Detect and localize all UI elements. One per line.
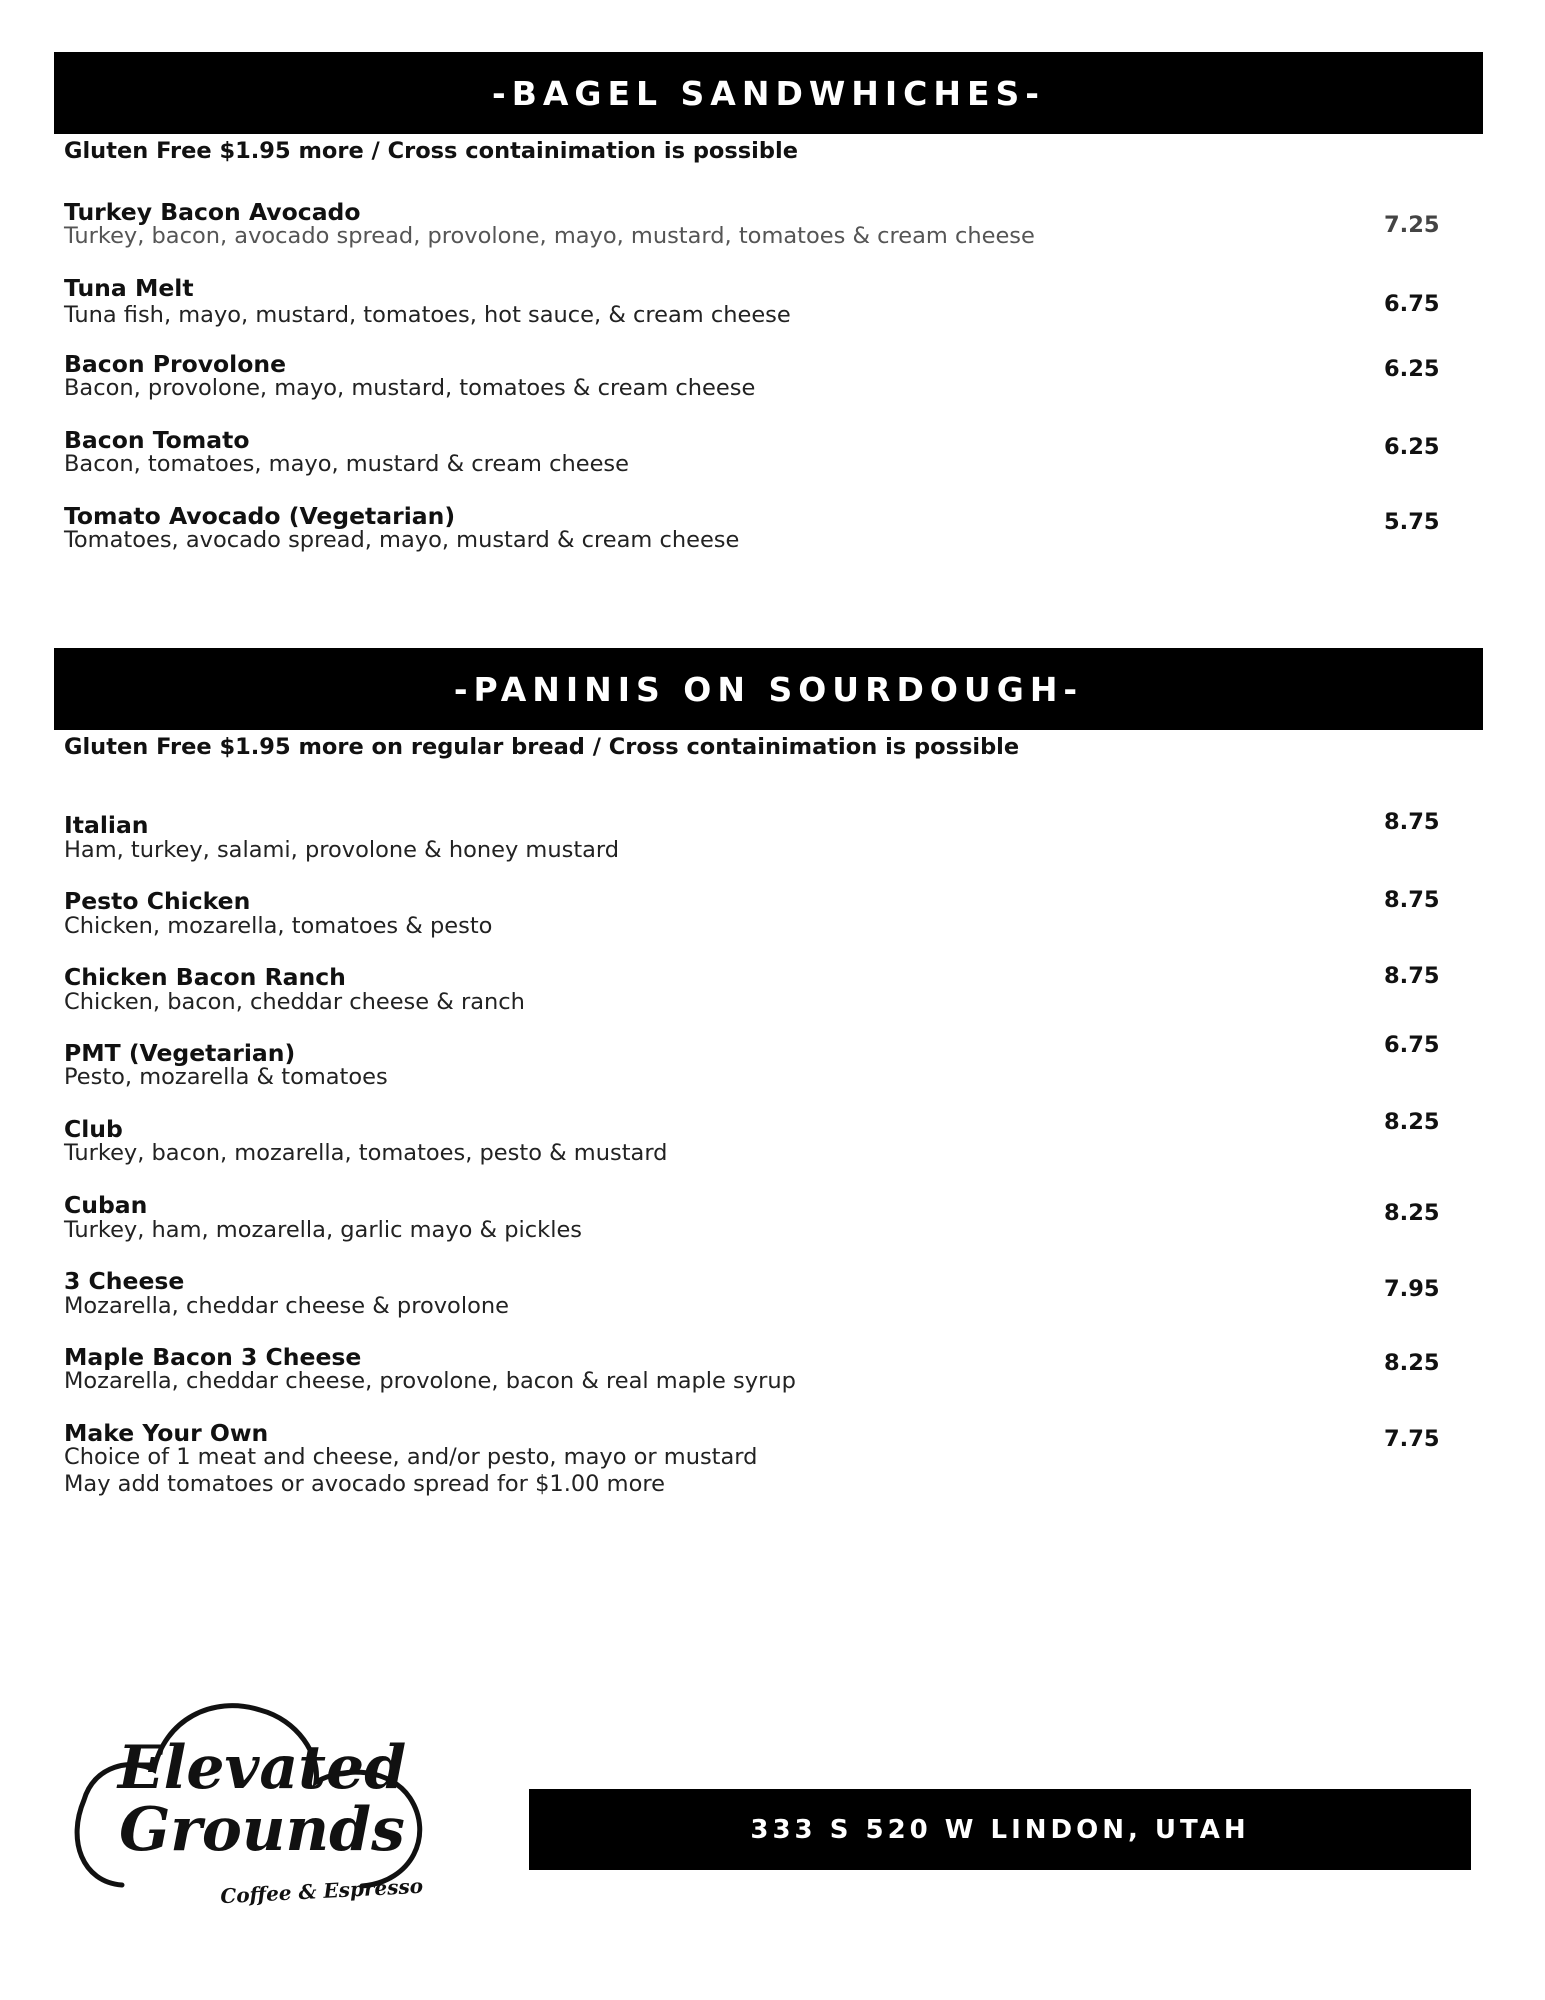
item-description: Pesto, mozarella & tomatoes: [64, 1064, 388, 1090]
menu-item: [64, 350, 1444, 420]
menu-item: [64, 1267, 1444, 1337]
item-price: 8.75: [1384, 963, 1440, 989]
item-description: Turkey, ham, mozarella, garlic mayo & pickles: [64, 1217, 583, 1243]
item-name: Italian: [64, 811, 149, 839]
menu-item: [64, 1343, 1444, 1413]
item-price: 8.75: [1384, 809, 1440, 835]
item-description: Turkey, bacon, avocado spread, provolone, mayo, mustard, tomatoes & cream cheese: [64, 223, 1035, 249]
item-description-extra: May add tomatoes or avocado spread for $1.00 more: [64, 1471, 665, 1497]
menu-item: [64, 1191, 1444, 1261]
item-price: 8.75: [1384, 887, 1440, 913]
item-name: Make Your Own: [64, 1419, 269, 1447]
menu-item: [64, 887, 1444, 957]
item-price: 8.25: [1384, 1109, 1440, 1135]
menu-item: [64, 426, 1444, 496]
item-description: Mozarella, cheddar cheese & provolone: [64, 1293, 509, 1319]
item-price: 6.25: [1384, 434, 1440, 460]
item-price: 5.75: [1384, 509, 1440, 535]
item-name: Bacon Tomato: [64, 426, 250, 454]
panini-gluten-free-note: Gluten Free $1.95 more on regular bread / Cross containimation is possible: [64, 734, 1020, 760]
item-name: Tomato Avocado (Vegetarian): [64, 502, 456, 530]
item-description: Tomatoes, avocado spread, mayo, mustard & cream cheese: [64, 527, 740, 553]
item-name: Turkey Bacon Avocado: [64, 198, 361, 226]
item-name: Cuban: [64, 1191, 148, 1219]
item-description: Chicken, mozarella, tomatoes & pesto: [64, 913, 493, 939]
bagel-section-banner: [54, 52, 1483, 134]
item-description: Mozarella, cheddar cheese, provolone, bacon & real maple syrup: [64, 1368, 796, 1394]
item-description: Tuna fish, mayo, mustard, tomatoes, hot sauce, & cream cheese: [64, 302, 791, 328]
item-name: 3 Cheese: [64, 1267, 185, 1295]
item-price: 6.75: [1384, 1032, 1440, 1058]
elevated-grounds-logo: [62, 1670, 462, 1920]
menu-item: [64, 502, 1444, 572]
item-description: Ham, turkey, salami, provolone & honey mustard: [64, 837, 620, 863]
menu-item: [64, 1419, 1444, 1509]
menu-item: [64, 198, 1444, 268]
item-name: Bacon Provolone: [64, 350, 287, 378]
item-name: Club: [64, 1115, 123, 1143]
item-name: Pesto Chicken: [64, 887, 251, 915]
bagel-section-title: -BAGEL SANDWHICHES-: [492, 73, 1045, 113]
panini-section-title: -PANINIS ON SOURDOUGH-: [453, 669, 1084, 709]
menu-item: [64, 1109, 1444, 1185]
logo-line-1: Elevated: [117, 1733, 407, 1803]
item-price: 7.25: [1384, 212, 1440, 238]
panini-section-banner: [54, 648, 1483, 730]
item-name: Chicken Bacon Ranch: [64, 963, 346, 991]
item-name: Maple Bacon 3 Cheese: [64, 1343, 362, 1371]
address-text: 333 S 520 W LINDON, UTAH: [750, 1814, 1250, 1845]
item-description: Bacon, tomatoes, mayo, mustard & cream cheese: [64, 451, 629, 477]
menu-item: [64, 1032, 1444, 1109]
item-description: Choice of 1 meat and cheese, and/or pesto, mayo or mustard: [64, 1444, 758, 1470]
item-price: 7.75: [1384, 1426, 1440, 1452]
item-price: 8.25: [1384, 1200, 1440, 1226]
bagel-gluten-free-note: Gluten Free $1.95 more / Cross containimation is possible: [64, 138, 798, 164]
logo-line-2: Grounds: [119, 1795, 405, 1865]
menu-item: [64, 274, 1444, 344]
menu-item: [64, 963, 1444, 1033]
menu-item: [64, 811, 1444, 881]
item-name: Tuna Melt: [64, 274, 194, 302]
item-description: Bacon, provolone, mayo, mustard, tomatoes & cream cheese: [64, 375, 756, 401]
item-price: 7.95: [1384, 1276, 1440, 1302]
item-price: 6.25: [1384, 356, 1440, 382]
address-banner: [529, 1789, 1471, 1870]
logo-tagline: Coffee & Espresso: [219, 1873, 424, 1909]
item-name: PMT (Vegetarian): [64, 1039, 296, 1067]
item-description: Turkey, bacon, mozarella, tomatoes, pesto & mustard: [64, 1140, 668, 1166]
item-price: 6.75: [1384, 291, 1440, 317]
item-description: Chicken, bacon, cheddar cheese & ranch: [64, 989, 525, 1015]
item-price: 8.25: [1384, 1350, 1440, 1376]
